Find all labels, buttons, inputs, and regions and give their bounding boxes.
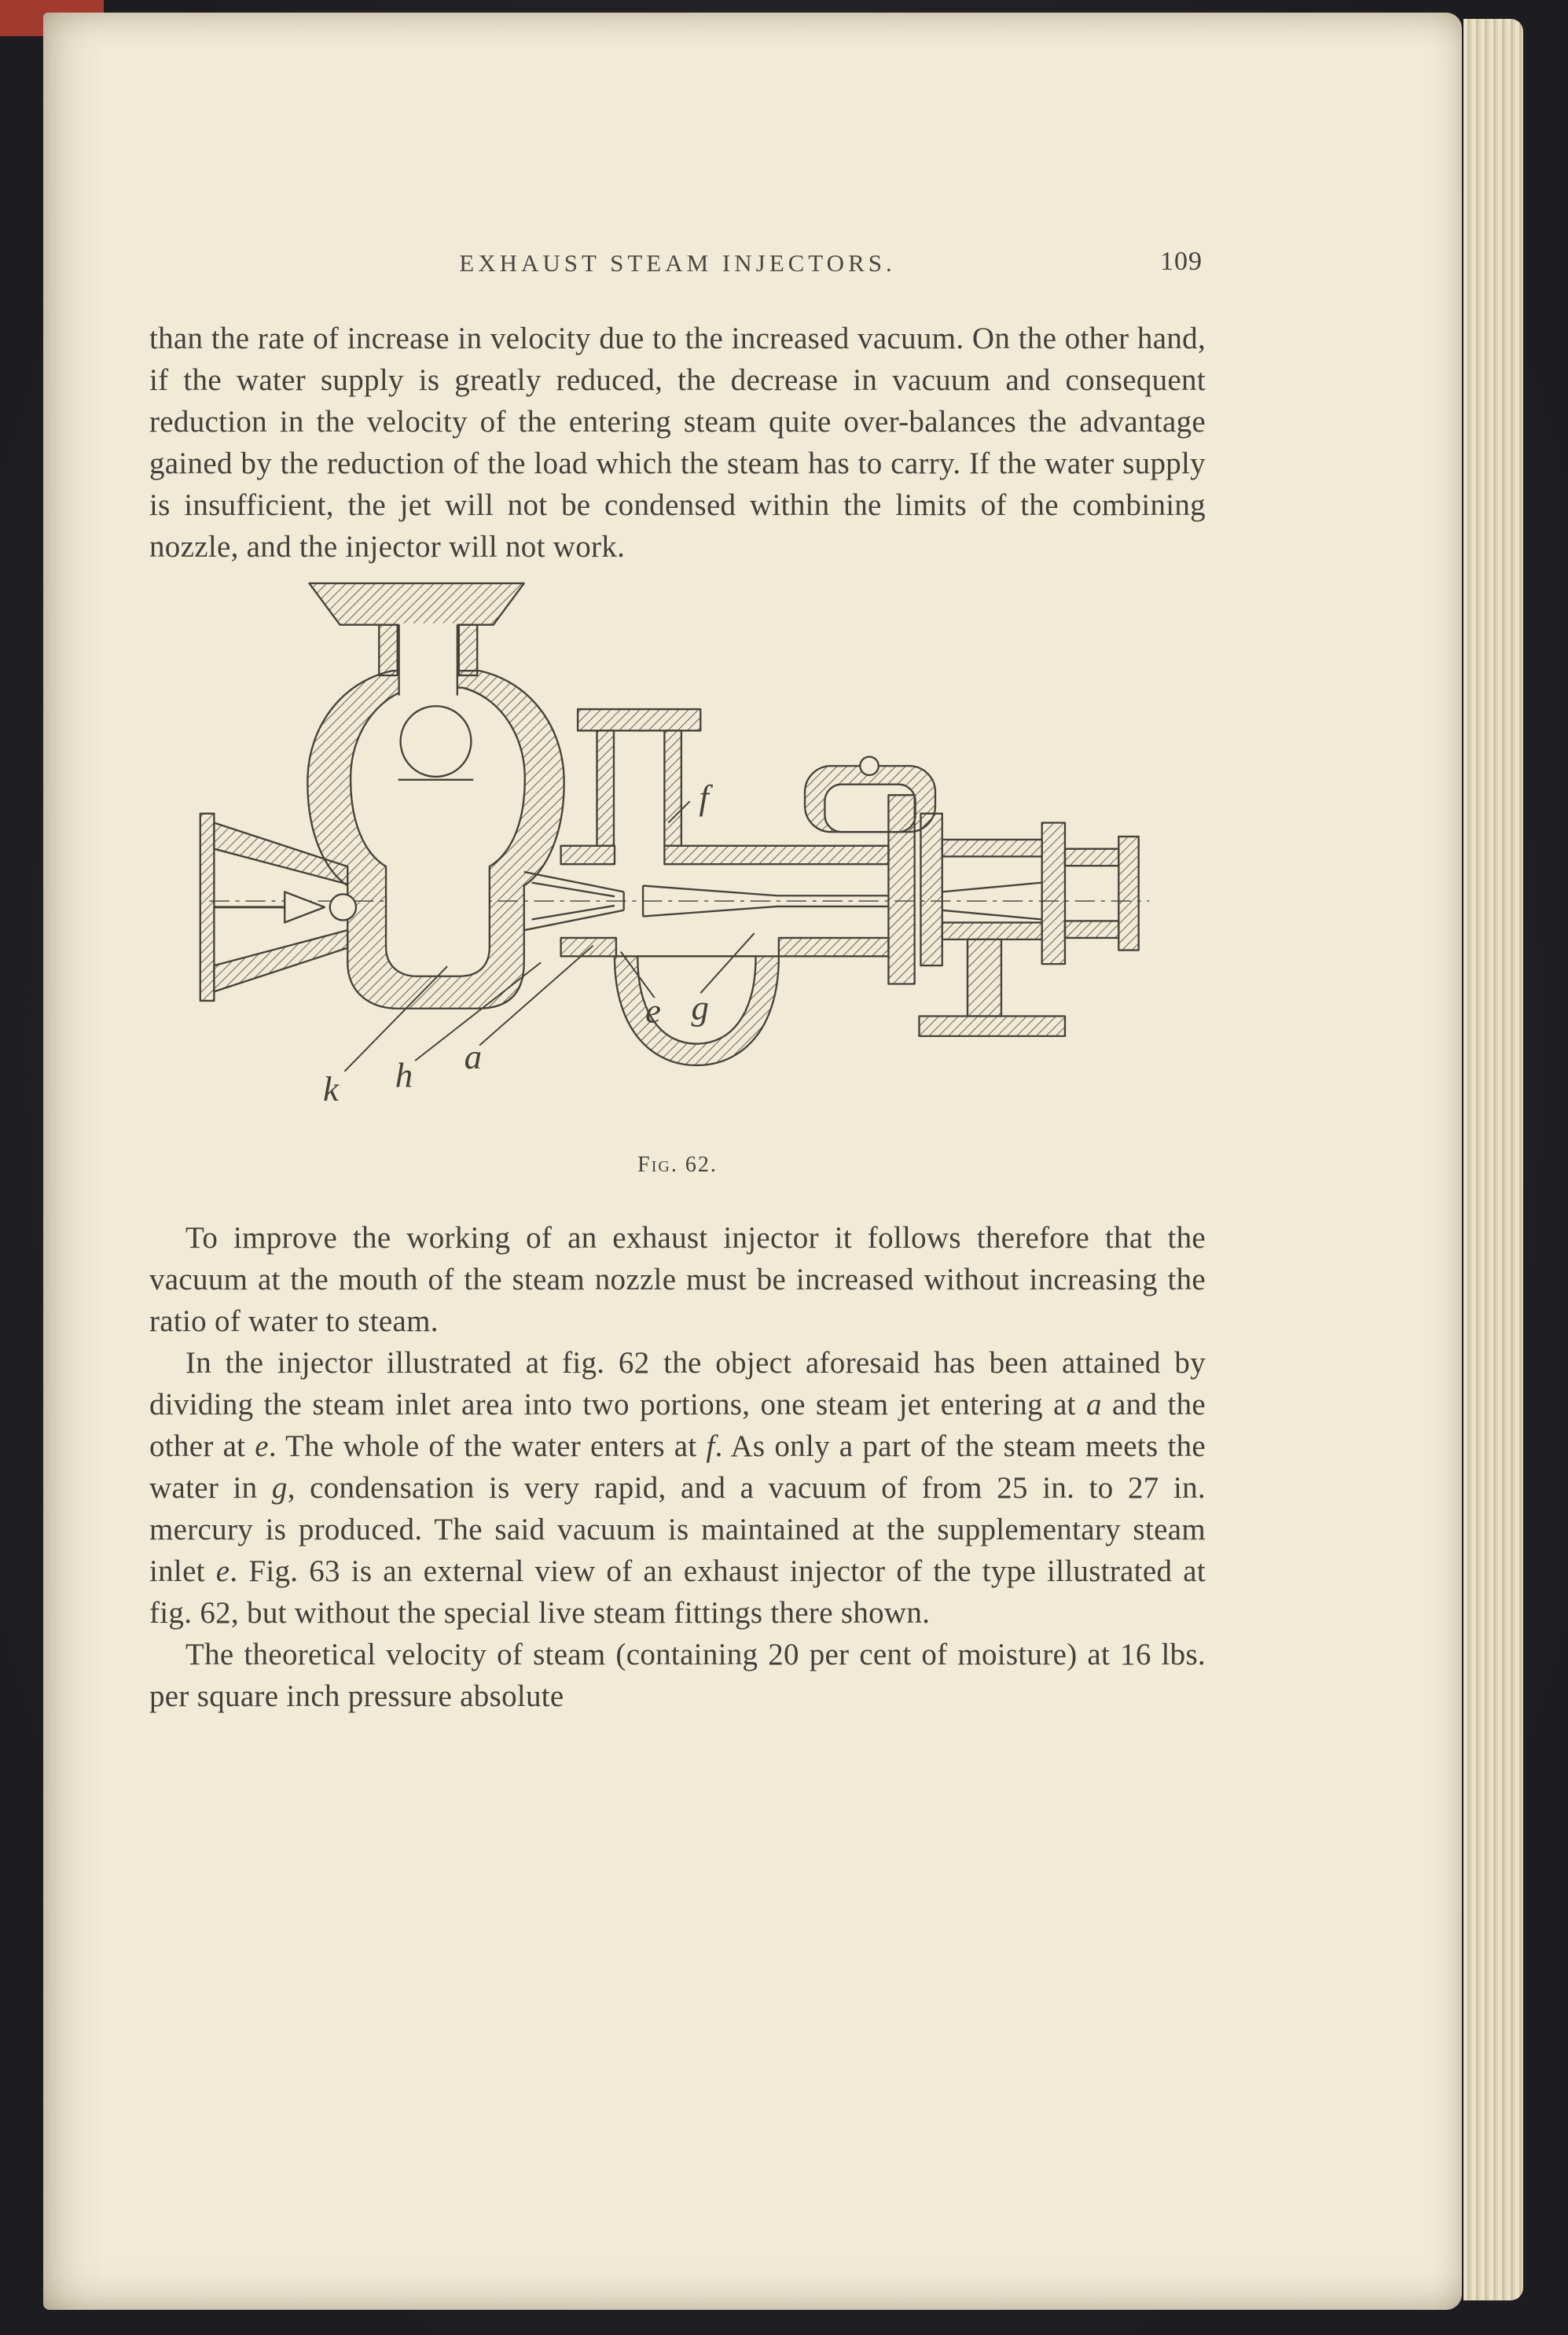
label-e: e	[645, 991, 662, 1031]
text-run: In the injector illustrated at fig. 62 the object aforesaid has been attained by dividing the steam inlet area into two portions, one steam jet entering at	[149, 1346, 1206, 1421]
water-inlet-pipe-f	[578, 709, 700, 846]
spindle-cone	[285, 892, 325, 922]
page-number: 109	[1160, 247, 1203, 276]
text-run: . Fig. 63 is an external view of an exhaust injector of the type illustrated at fig. 62, but without the special live steam fittings there shown.	[149, 1554, 1206, 1630]
page-content	[149, 242, 1206, 1717]
text-run: The theoretical velocity of steam (containing 20 per cent of moisture) at 16 lbs. per square inch pressure absolute	[149, 1638, 1206, 1713]
mounting-foot	[920, 1017, 1065, 1036]
label-f: f	[699, 777, 710, 817]
text-run: than the rate of increase in velocity due to the increased vacuum. On the other hand, if the water supply is greatly reduced, the decrease in vacuum and consequent reduction in the velocity of the entering steam quite over-balances the advantage gained by the reduction of the load which the steam has to carry. If the water supply is insufficient, the jet will not be condensed within the limits of the combining nozzle, and the injector will not work.	[149, 322, 1206, 564]
top-steam-flange	[309, 583, 523, 625]
bolt-head	[860, 757, 878, 775]
figure-62	[149, 579, 1206, 1186]
injector-cross-section-drawing	[194, 579, 1161, 1131]
book-page	[43, 13, 1462, 2310]
inline-variable: e	[215, 1554, 230, 1588]
text-run: , condensation is very rapid, and a vacuum of from 25 in. to 27 in. mercury is produced. The said vacuum is maintained at the supplementary steam inlet	[149, 1471, 1206, 1588]
paragraph-3	[149, 1342, 1206, 1634]
chapter-title: EXHAUST STEAM INJECTORS.	[459, 249, 896, 277]
figure-caption: Fig. 62.	[637, 1153, 718, 1177]
text-run: . As only a part of the steam meets the water in	[149, 1429, 1206, 1505]
inline-variable: f	[706, 1429, 715, 1463]
label-h: h	[395, 1055, 413, 1095]
running-head	[149, 242, 1206, 281]
paragraph-1	[149, 318, 1206, 568]
paragraph-4	[149, 1634, 1206, 1717]
text-run: . The whole of the water enters at	[268, 1429, 707, 1463]
label-k: k	[323, 1068, 340, 1109]
text-run: and the other at	[149, 1388, 1206, 1463]
inline-variable: g	[271, 1471, 288, 1505]
page-edge-stack	[1463, 19, 1523, 2300]
inline-variable: a	[1086, 1388, 1102, 1421]
label-g: g	[691, 987, 710, 1028]
inline-variable: e	[255, 1429, 269, 1463]
paragraph-2	[149, 1217, 1206, 1342]
label-a: a	[464, 1036, 483, 1076]
check-ball	[401, 706, 472, 777]
text-run: To improve the working of an exhaust injector it follows therefore that the vacuum at the mouth of the steam nozzle must be increased without increasing the ratio of water to steam.	[149, 1221, 1206, 1338]
